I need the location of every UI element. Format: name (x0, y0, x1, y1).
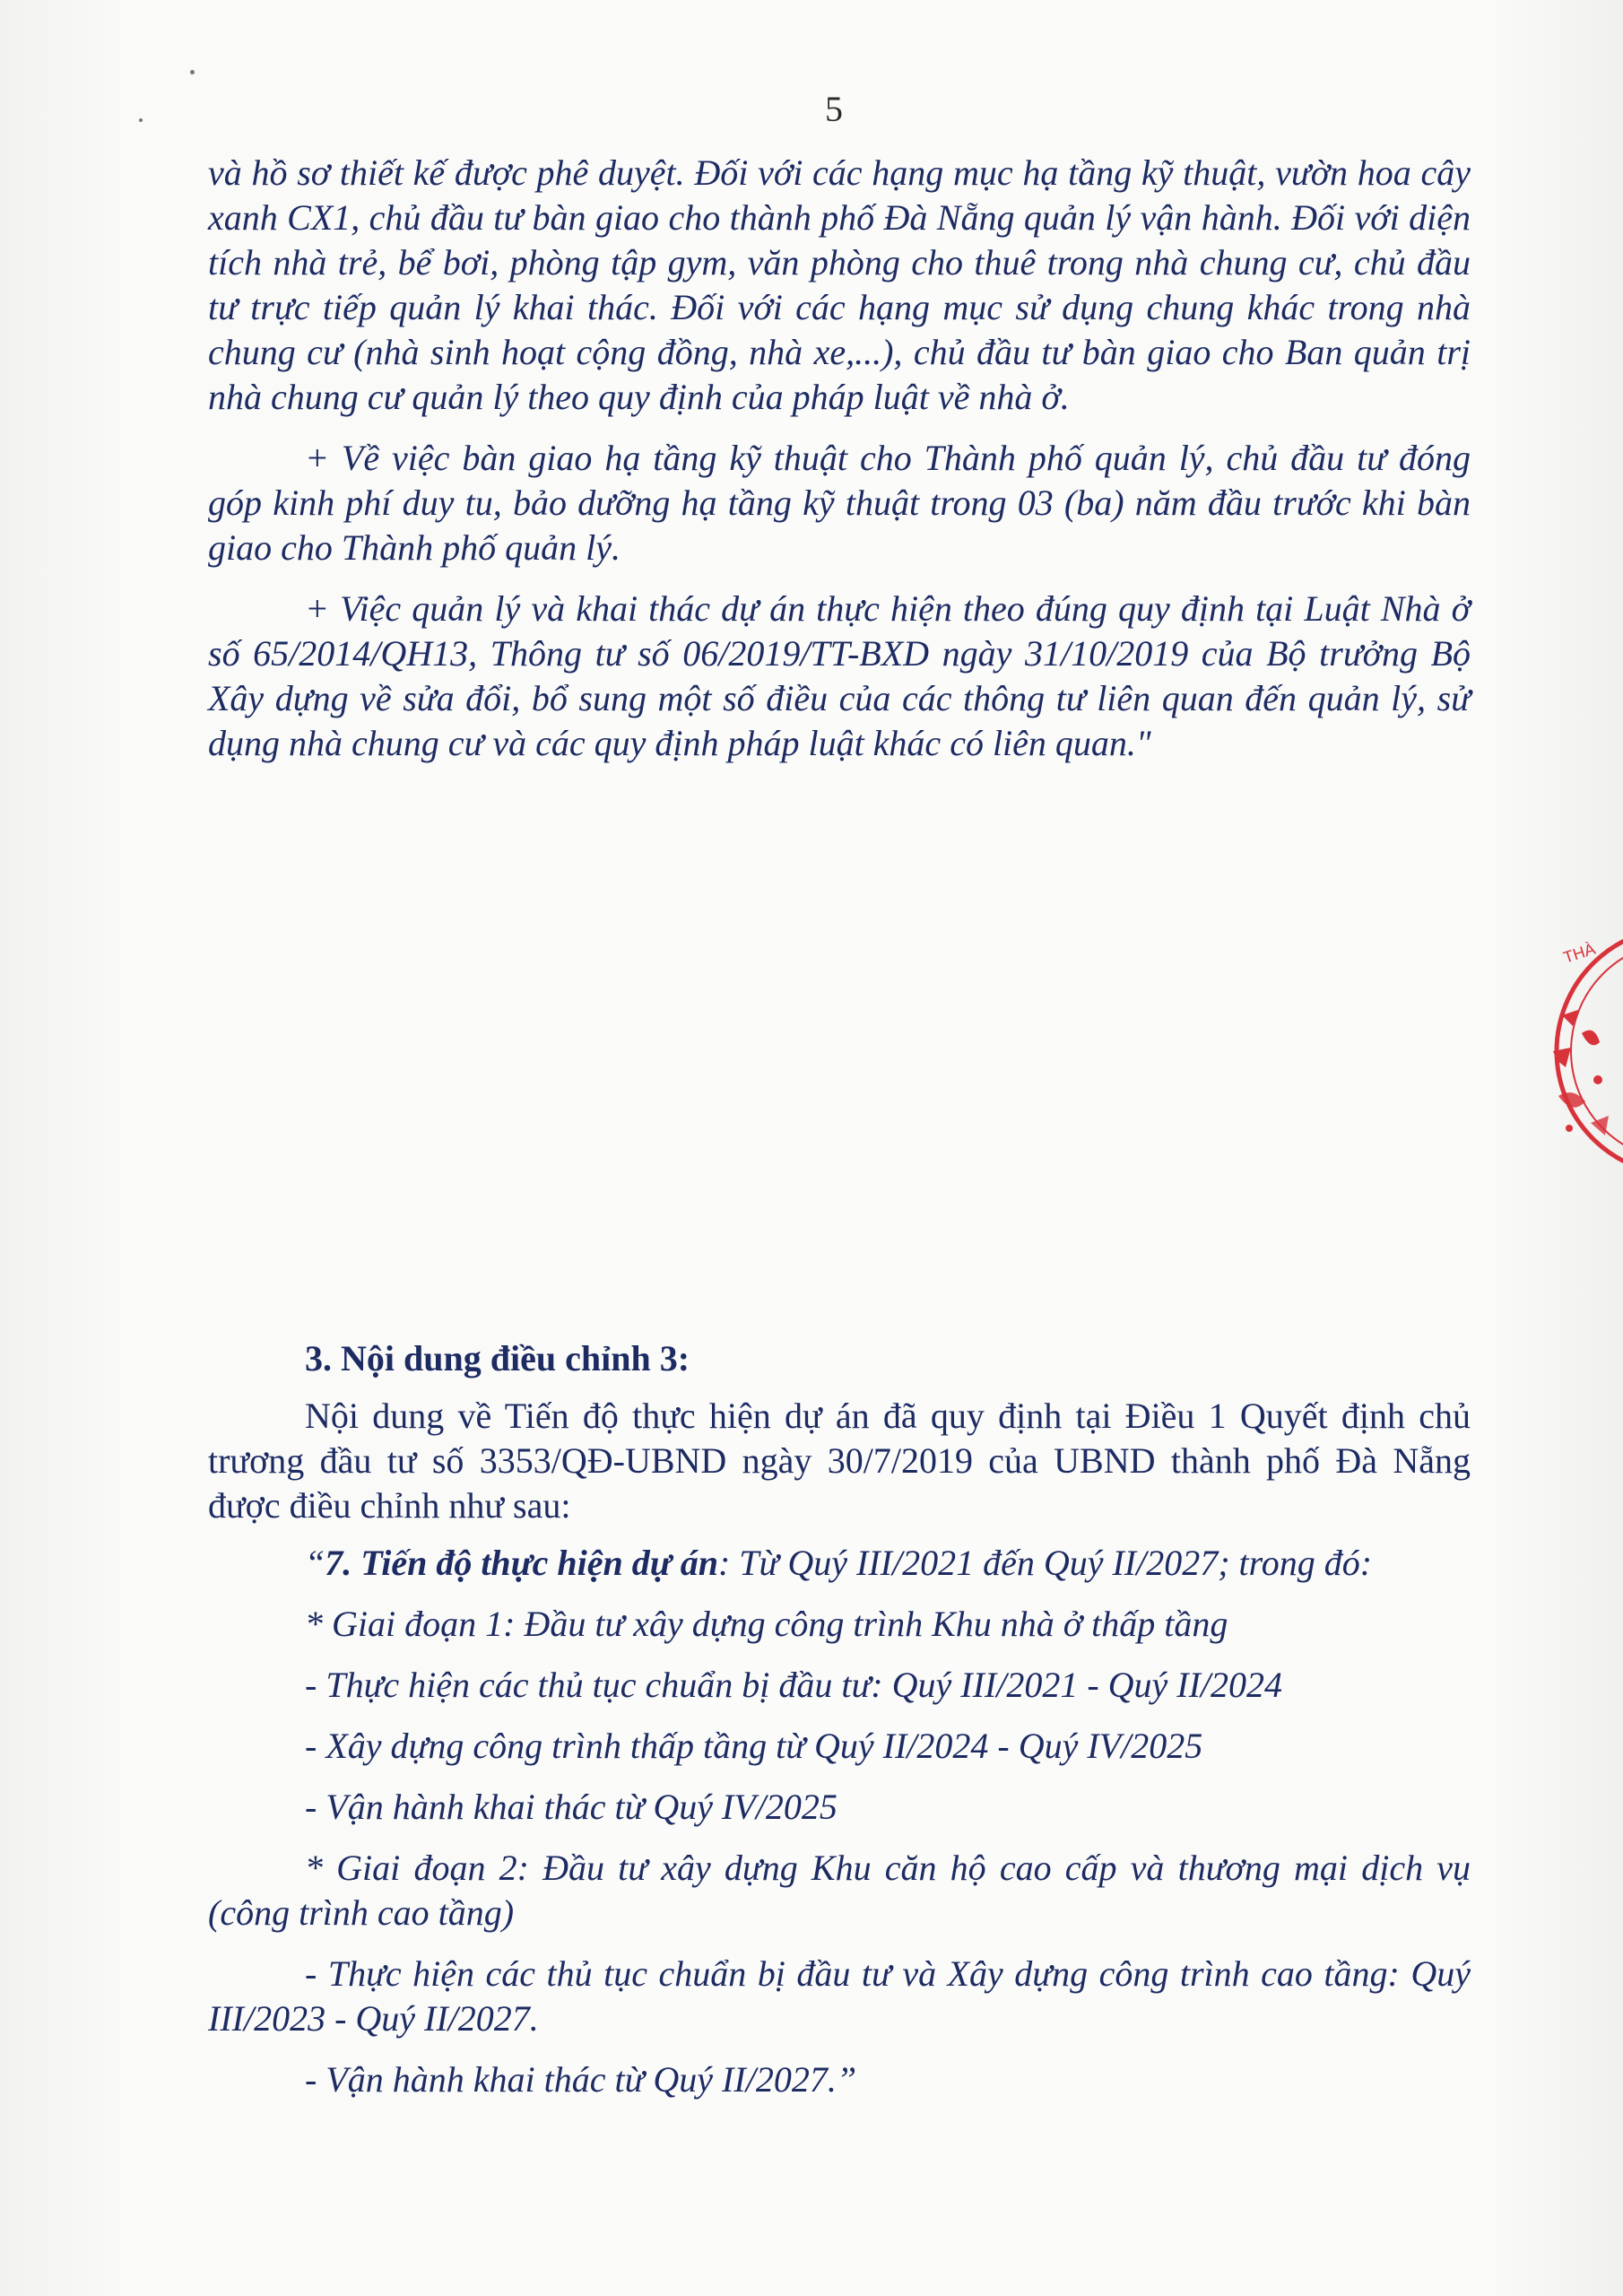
item-7-line (208, 1541, 1471, 1586)
paragraph-continuation: và hồ sơ thiết kế được phê duyệt. Đối với các hạng mục hạ tầng kỹ thuật, vườn hoa cây xanh CX1, chủ đầu tư bàn giao cho thành phố Đà Nẵng quản lý vận hành. Đối với diện tích nhà trẻ, bể bơi, phòng tập gym, văn phòng cho thuê trong nhà chung cư, chủ đầu tư trực tiếp quản lý khai thác. Đối với các hạng mục sử dụng chung khác trong nhà chung cư (nhà sinh hoạt cộng đồng, nhà xe,...), chủ đầu tư bàn giao cho Ban quản trị nhà chung cư quản lý theo quy định của pháp luật về nhà ở. (208, 152, 1471, 417)
section-adjustment-3 (208, 1336, 1471, 2118)
section-top (208, 151, 1471, 782)
section-intro: Nội dung về Tiến độ thực hiện dự án đã quy định tại Điều 1 Quyết định chủ trương đầu tư số 3353/QĐ-UBND ngày 30/7/2019 của UBND thành phố Đà Nẵng được điều chỉnh như sau: (208, 1396, 1471, 1526)
scan-speck (190, 70, 195, 74)
red-seal-stamp (1546, 917, 1623, 1186)
section-heading: 3. Nội dung điều chỉnh 3: (305, 1338, 690, 1378)
phase-1-step-a: - Thực hiện các thủ tục chuẩn bị đầu tư: Quý III/2021 - Quý II/2024 (305, 1665, 1283, 1705)
phase-1-title: * Giai đoạn 1: Đầu tư xây dựng công trình Khu nhà ở thấp tầng (305, 1604, 1228, 1644)
phase-2-step-a: - Thực hiện các thủ tục chuẩn bị đầu tư và Xây dựng công trình cao tầng: Quý III/2023 - Quý II/2027. (208, 1953, 1471, 2039)
paragraph-management-law: + Việc quản lý và khai thác dự án thực hiện theo đúng quy định tại Luật Nhà ở số 65/2014/QH13, Thông tư số 06/2019/TT-BXD ngày 31/10/2019 của Bộ trưởng Bộ Xây dựng về sửa đổi, bổ sung một số điều của các thông tư liên quan đến quản lý, sử dụng nhà chung cư và các quy định pháp luật khác có liên quan." (208, 588, 1471, 763)
phase-2-step-b: - Vận hành khai thác từ Quý II/2027.” (305, 2059, 857, 2100)
item-7-label: 7. Tiến độ thực hiện dự án (325, 1543, 718, 1583)
open-quote: “ (305, 1543, 325, 1583)
phase-2-title: * Giai đoạn 2: Đầu tư xây dựng Khu căn hộ cao cấp và thương mại dịch vụ (công trình cao tầng) (208, 1848, 1471, 1933)
seal-text: THÀ (1561, 939, 1598, 967)
phase-1-step-b: - Xây dựng công trình thấp tầng từ Quý II/2024 - Quý IV/2025 (305, 1726, 1203, 1766)
item-7-text: : Từ Quý III/2021 đến Quý II/2027; trong đó: (717, 1543, 1373, 1583)
phase-1-step-c: - Vận hành khai thác từ Quý IV/2025 (305, 1787, 838, 1827)
page-number: 5 (825, 89, 843, 129)
paragraph-handover-infrastructure: + Về việc bàn giao hạ tầng kỹ thuật cho Thành phố quản lý, chủ đầu tư đóng góp kinh phí duy tu, bảo dưỡng hạ tầng kỹ thuật trong 03 (ba) năm đầu trước khi bàn giao cho Thành phố quản lý. (208, 438, 1471, 568)
